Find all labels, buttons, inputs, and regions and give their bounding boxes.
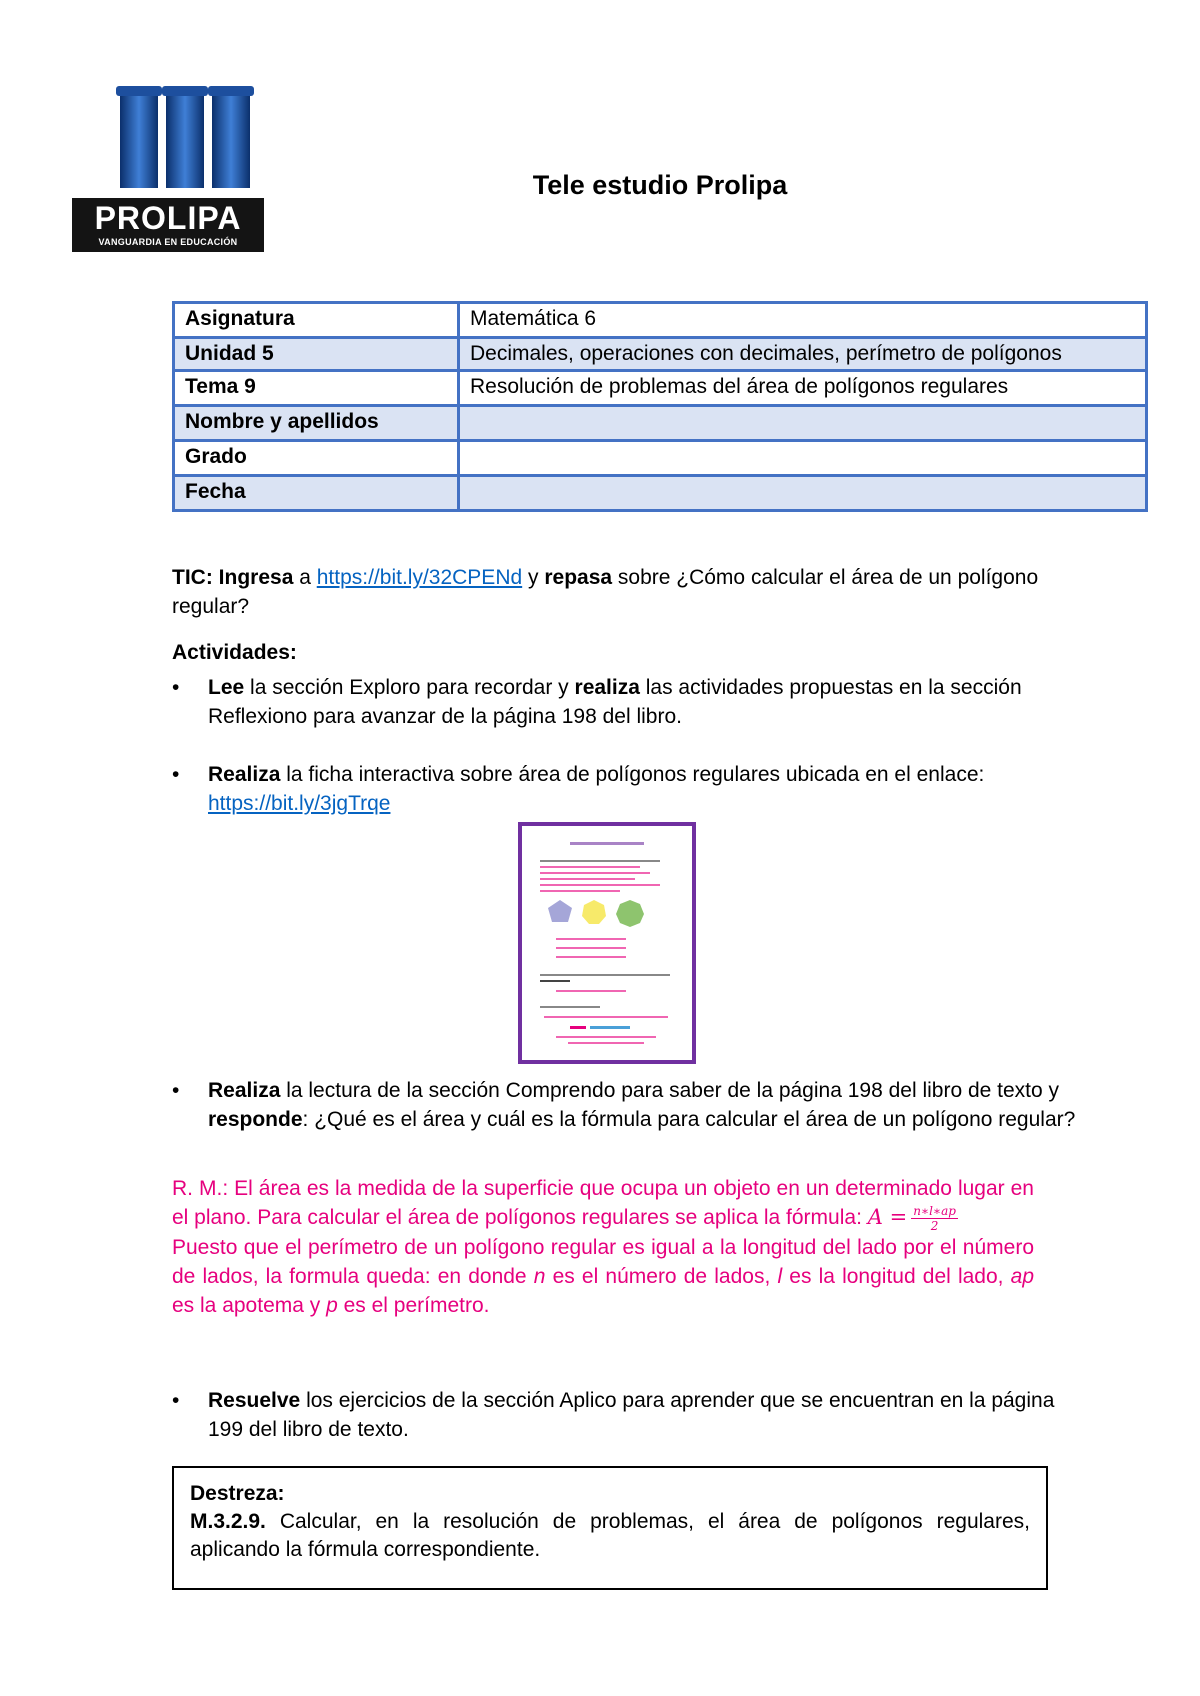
- answer-text: es la apotema y: [172, 1294, 327, 1317]
- bullet-text: las actividades propuestas en la sección Reflexiono para avanzar de la página 198 del libro.: [208, 676, 1022, 728]
- skill-text: Calcular, en la resolución de problemas, el área de polígonos regulares, aplicando la fórmula correspondiente.: [190, 1510, 1030, 1561]
- model-answer: [172, 1174, 1034, 1320]
- activities-heading: Actividades:: [172, 641, 297, 664]
- row-label: Tema 9: [174, 371, 459, 406]
- row-label: Fecha: [174, 476, 459, 511]
- bullet-verb: Realiza: [208, 1079, 281, 1102]
- info-table: [172, 301, 1148, 512]
- table-row: [174, 371, 1147, 406]
- date-field[interactable]: [459, 476, 1147, 511]
- skill-box: [172, 1466, 1048, 1590]
- row-value: Matemática 6: [459, 303, 1147, 338]
- table-row: [174, 476, 1147, 511]
- variable-n: n: [533, 1265, 546, 1288]
- prolipa-logo: [72, 86, 264, 256]
- grade-field[interactable]: [459, 441, 1147, 476]
- books-icon: [116, 86, 256, 192]
- skill-code: M.3.2.9.: [190, 1510, 266, 1533]
- tic-text-a: a: [293, 566, 317, 589]
- name-field[interactable]: [459, 406, 1147, 441]
- logo-tagline: VANGUARDIA EN EDUCACIÓN: [98, 237, 238, 247]
- logo-band: [72, 198, 264, 252]
- answer-text: Puesto que el perímetro de un polígono regular es igual a la longitud del lado por el número de lados, la formula queda: en donde: [172, 1236, 1034, 1288]
- answer-text: es el perímetro.: [337, 1294, 490, 1317]
- table-row: [174, 303, 1147, 338]
- bullet-verb: Lee: [208, 676, 245, 699]
- answer-text: es la longitud del lado,: [782, 1265, 1011, 1288]
- tic-verb-ingresa: Ingresa: [218, 566, 294, 589]
- bullet-text: la sección Exploro para recordar y: [244, 676, 575, 699]
- bullet-text: los ejercicios de la sección Aplico para aprender que se encuentran en la página 199 del libro de texto.: [208, 1389, 1055, 1441]
- answer-text: es el número de lados,: [545, 1265, 778, 1288]
- page-title: Tele estudio Prolipa: [532, 170, 788, 200]
- row-label: Unidad 5: [174, 338, 459, 371]
- worksheet-thumbnail[interactable]: [518, 822, 696, 1064]
- bullet-verb: responde: [208, 1108, 303, 1131]
- worksheet-preview-graphic: [522, 826, 692, 1060]
- skill-title: Destreza:: [190, 1482, 285, 1505]
- row-value: Decimales, operaciones con decimales, perímetro de polígonos: [459, 338, 1147, 371]
- answer-text: R. M.: El área es la medida de la superficie que ocupa un objeto en un determinado lugar en el plano. Para calcular el área de polígonos regulares se aplica la fórmula:: [172, 1177, 1034, 1229]
- bullet-icon: •: [172, 676, 180, 699]
- logo-brand: PROLIPA: [94, 200, 242, 236]
- table-row: [174, 406, 1147, 441]
- tic-paragraph: [172, 563, 1042, 621]
- variable-l: l: [777, 1265, 783, 1288]
- formula-numerator: n∗l∗ap: [913, 1204, 956, 1218]
- bullet-icon: •: [172, 1079, 180, 1102]
- bullet-verb: Resuelve: [208, 1389, 301, 1412]
- formula-fraction: [911, 1204, 958, 1233]
- formula-lhs: A =: [867, 1205, 908, 1229]
- row-label: Asignatura: [174, 303, 459, 338]
- tic-verb-repasa: repasa: [544, 566, 613, 589]
- tic-text-y: y: [522, 566, 545, 589]
- worksheet-link[interactable]: https://bit.ly/3jgTrqe: [208, 792, 391, 815]
- table-row: [174, 441, 1147, 476]
- bullet-text: la ficha interactiva sobre área de polígonos regulares ubicada en el enlace:: [280, 763, 985, 786]
- variable-p: p: [326, 1294, 338, 1317]
- bullet-verb: Realiza: [208, 763, 281, 786]
- tic-text-rest: sobre ¿Cómo calcular el área de un polígono regular?: [172, 566, 1039, 618]
- bullet-text: la lectura de la sección Comprendo para saber de la página 198 del libro de texto y: [280, 1079, 1060, 1102]
- row-label: Grado: [174, 441, 459, 476]
- bullet-icon: •: [172, 763, 180, 786]
- bullet-icon: •: [172, 1389, 180, 1412]
- tic-label: TIC:: [172, 566, 213, 589]
- tic-link[interactable]: https://bit.ly/32CPENd: [316, 566, 523, 589]
- bullet-verb: realiza: [574, 676, 640, 699]
- area-formula: [867, 1204, 958, 1233]
- variable-ap: ap: [1010, 1265, 1034, 1288]
- formula-denominator: 2: [930, 1219, 939, 1233]
- bullet-text: : ¿Qué es el área y cuál es la fórmula para calcular el área de un polígono regular?: [302, 1108, 1076, 1131]
- row-value: Resolución de problemas del área de polígonos regulares: [459, 371, 1147, 406]
- table-row: [174, 338, 1147, 371]
- row-label: Nombre y apellidos: [174, 406, 459, 441]
